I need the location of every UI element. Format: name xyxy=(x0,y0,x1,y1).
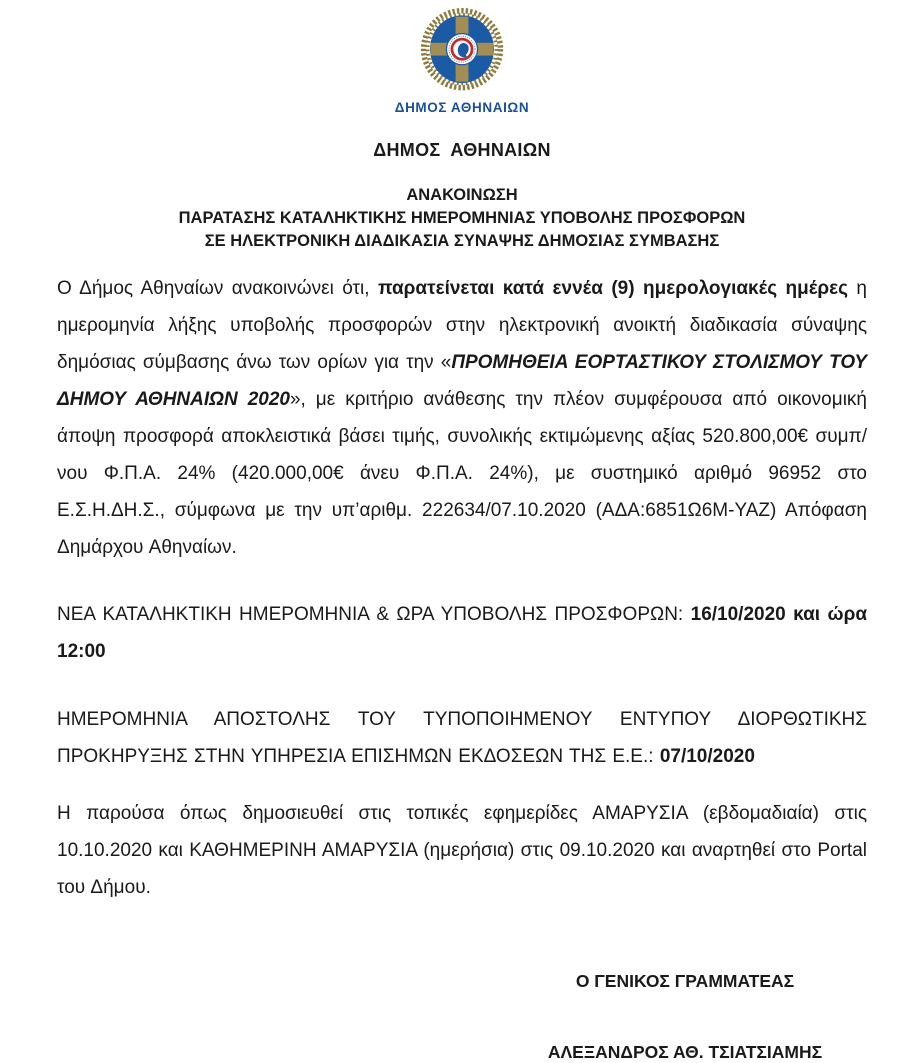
page-title: ΔΗΜΟΣ ΑΘΗΝΑΙΩΝ xyxy=(373,140,551,160)
text-segment: Ο Δήμος Αθηναίων ανακοινώνει ότι, xyxy=(57,278,378,299)
signature-title: Ο ΓΕΝΙΚΟΣ ΓΡΑΜΜΑΤΕΑΣ xyxy=(575,971,795,991)
paragraph-publication xyxy=(57,795,867,906)
announcement-line-2: ΠΑΡΑΤΑΣΗΣ ΚΑΤΑΛΗΚΤΙΚΗΣ ΗΜΕΡΟΜΗΝΙΑΣ ΥΠΟΒΟΛΗΣ ΠΡΟΣΦΟΡΩΝ xyxy=(178,209,746,227)
text-segment: παρατείνεται κατά εννέα (9) ημερολογιακές ημέρες xyxy=(377,278,848,299)
paragraph-dispatch-date xyxy=(57,701,867,775)
logo-block xyxy=(0,0,924,115)
announcement-heading xyxy=(0,184,924,253)
text-segment: Η παρούσα όπως δημοσιευθεί στις τοπικές εφημερίδες ΑΜΑΡΥΣΙΑ (εβδομαδιαία) στις 10.10.2020 και ΚΑΘΗΜΕΡΙΝΗ ΑΜΑΡΥΣΙΑ (ημερήσια) στις 09.10.2020 και αναρτηθεί στο Portal του Δήμου. xyxy=(57,803,867,898)
signature-name: ΑΛΕΞΑΝΔΡΟΣ ΑΘ. ΤΣΙΑΤΣΙΑΜΗΣ xyxy=(547,1042,823,1062)
text-segment: η ημερομηνία λήξης υποβολής προσφορών στην ηλεκτρονική ανοικτή διαδικασία σύναψης δημόσιας σύμβασης άνω των ορίων για την « xyxy=(57,278,867,373)
announcement-line-3: ΣΕ ΗΛΕΚΤΡΟΝΙΚΗ ΔΙΑΔΙΚΑΣΙΑ ΣΥΝΑΨΗΣ ΔΗΜΟΣΙΑΣ ΣΥΜΒΑΣΗΣ xyxy=(204,232,720,250)
document-body xyxy=(57,270,867,906)
text-segment: ΗΜΕΡΟΜΗΝΙΑ ΑΠΟΣΤΟΛΗΣ ΤΟΥ ΤΥΠΟΠΟΙΗΜΕΝΟΥ ΕΝΤΥΠΟΥ ΔΙΟΡΘΩΤΙΚΗΣ ΠΡΟΚΗΡΥΞΗΣ ΣΤΗΝ ΥΠΗΡΕΣΙΑ ΕΠΙΣΗΜΩΝ ΕΚΔΟΣΕΩΝ ΤΗΣ Ε.Ε.: xyxy=(57,709,867,767)
text-segment: ΝΕΑ ΚΑΤΑΛΗΚΤΙΚΗ ΗΜΕΡΟΜΗΝΙΑ & ΩΡΑ ΥΠΟΒΟΛΗΣ ΠΡΟΣΦΟΡΩΝ: xyxy=(57,604,691,625)
announcement-line-1: ΑΝΑΚΟΙΝΩΣΗ xyxy=(406,186,518,204)
signature-block xyxy=(487,971,883,1063)
text-segment: 16/10/2020 και ώρα 12:00 xyxy=(57,604,868,662)
text-segment: », με κριτήριο ανάθεσης την πλέον συμφέρουσα από οικονομική άποψη προσφορά αποκλειστικά βάσει τιμής, συνολικής εκτιμώμενης αξίας 520.800,00€ συμπ/νου Φ.Π.Α. 24% (420.000,00€ άνευ Φ.Π.Α. 24%), με συστημικό αριθμό 96952 στο Ε.Σ.Η.ΔΗ.Σ., σύμφωνα με την υπ’αριθμ. 222634/07.10.2020 (ΑΔΑ:6851Ω6Μ-ΥΑΖ) Απόφαση Δημάρχου Αθηναίων. xyxy=(57,389,867,558)
text-segment: 07/10/2020 xyxy=(659,746,755,767)
logo-caption: ΔΗΜΟΣ ΑΘΗΝΑΙΩΝ xyxy=(394,100,530,115)
paragraph-new-deadline xyxy=(57,596,867,670)
text-segment: ΠΡΟΜΗΘΕΙΑ ΕΟΡΤΑΣΤΙΚΟΥ ΣΤΟΛΙΣΜΟΥ ΤΟΥ ΔΗΜΟΥ ΑΘΗΝΑΙΩΝ 2020 xyxy=(57,352,868,410)
paragraph-main xyxy=(57,270,867,566)
athens-municipality-logo-icon xyxy=(416,8,508,94)
